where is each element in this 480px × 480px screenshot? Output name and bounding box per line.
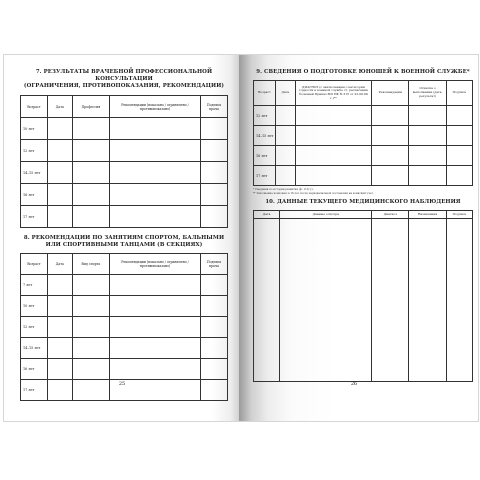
left-page: [3, 54, 241, 422]
column-header: Подпись: [446, 211, 472, 219]
section-7-heading: [20, 69, 228, 90]
column-header: Рекомендации (показано / ограничено / противопоказано): [109, 96, 200, 118]
section-8-heading: [20, 235, 228, 249]
table-row: [21, 275, 228, 296]
right-page-content: [253, 69, 473, 382]
section-7-title: 7. РЕЗУЛЬТАТЫ ВРАЧЕБНОЙ ПРОФЕССИОНАЛЬНОЙ КОНСУЛЬТАЦИИ: [35, 69, 213, 83]
table-row: [254, 166, 473, 186]
page-number-left: 25: [118, 381, 126, 387]
age-cell: 14–15 лет: [21, 162, 48, 184]
table-row: [21, 317, 228, 338]
column-header: Дата: [47, 96, 72, 118]
column-header: Отметка о выполнении (дата, результат): [409, 81, 446, 106]
age-cell: 17 лет: [254, 166, 276, 186]
table-row: [21, 206, 228, 228]
age-cell: 10 лет: [21, 118, 48, 140]
section-7-table: [20, 95, 228, 228]
column-header: Рекомендации: [372, 81, 409, 106]
section-8-table: [20, 253, 228, 401]
column-header: Данные осмотра: [280, 211, 372, 219]
section-10-table: [253, 210, 473, 382]
table-row: [254, 146, 473, 166]
table-row: [254, 126, 473, 146]
table-row: [254, 219, 473, 382]
left-page-content: [20, 69, 228, 401]
column-header: Дата: [275, 81, 295, 106]
section-9-footnotes: [253, 188, 473, 195]
age-cell: 17 лет: [21, 206, 48, 228]
column-header: Дата: [47, 254, 72, 275]
column-header: Назначения: [409, 211, 446, 219]
table-row: [21, 140, 228, 162]
section-9-heading: 9. СВЕДЕНИЯ О ПОДГОТОВКЕ ЮНОШЕЙ К ВОЕННОЙ СЛУЖБЕ*: [256, 69, 470, 75]
column-header: ДИАГНОЗ (с заключением о категории годности к военной службе ст. расписания болезней Приказ МО РФ № 315 от 22.09.99 г.)**: [295, 81, 372, 106]
column-header: Дата: [254, 211, 280, 219]
section-7-subtitle: (ОГРАНИЧЕНИЯ, ПРОТИВОПОКАЗАНИЯ, РЕКОМЕНДАЦИИ): [23, 83, 225, 90]
section-8-title: 8. РЕКОМЕНДАЦИИ ПО ЗАНЯТИЯМ СПОРТОМ, БАЛЬНЫМИ: [23, 235, 225, 242]
column-header: Подпись врача: [201, 96, 228, 118]
table-row: [21, 184, 228, 206]
column-header: Диагноз: [372, 211, 409, 219]
table-header-row: [254, 81, 473, 106]
column-header: Подпись врача: [201, 254, 228, 275]
table-row: [21, 118, 228, 140]
age-cell: 12 лет: [21, 317, 48, 338]
age-cell: 12 лет: [254, 106, 276, 126]
table-header-row: [254, 211, 473, 219]
footnote: * Сведения по истории развития (ф. 112/ у).: [253, 188, 314, 192]
age-cell: 7 лет: [21, 275, 48, 296]
table-row: [21, 359, 228, 380]
table-row: [254, 106, 473, 126]
age-cell: 14–15 лет: [21, 338, 48, 359]
column-header: Возраст: [21, 96, 48, 118]
age-cell: 12 лет: [21, 140, 48, 162]
right-page: [239, 54, 479, 422]
age-cell: 16 лет: [21, 184, 48, 206]
column-header: Возраст: [21, 254, 48, 275]
section-9-table: [253, 80, 473, 186]
table-row: [21, 162, 228, 184]
table-row: [21, 296, 228, 317]
age-cell: 14–15 лет: [254, 126, 276, 146]
column-header: Подпись: [446, 81, 472, 106]
table-header-row: [21, 254, 228, 275]
age-cell: 16 лет: [21, 359, 48, 380]
footnote: ** Заполнение возможно в 16 лет после первоначальной постановки на воинский учет.: [253, 191, 374, 195]
column-header: Профессия: [72, 96, 109, 118]
column-header: Вид спорта: [72, 254, 109, 275]
column-header: Возраст: [254, 81, 276, 106]
age-cell: 16 лет: [254, 146, 276, 166]
booklet-spread: [0, 54, 480, 420]
page-number-right: 26: [350, 381, 358, 387]
age-cell: 10 лет: [21, 296, 48, 317]
section-8-subtitle: ИЛИ СПОРТИВНЫМИ ТАНЦАМИ (В СЕКЦИЯХ): [45, 242, 203, 249]
age-cell: 17 лет: [21, 380, 48, 401]
table-header-row: [21, 96, 228, 118]
table-row: [21, 338, 228, 359]
column-header: Рекомендации (показано / ограничено / противопоказано): [109, 254, 200, 275]
section-10-heading: 10. ДАННЫЕ ТЕКУЩЕГО МЕДИЦИНСКОГО НАБЛЮДЕНИЯ: [265, 199, 461, 206]
